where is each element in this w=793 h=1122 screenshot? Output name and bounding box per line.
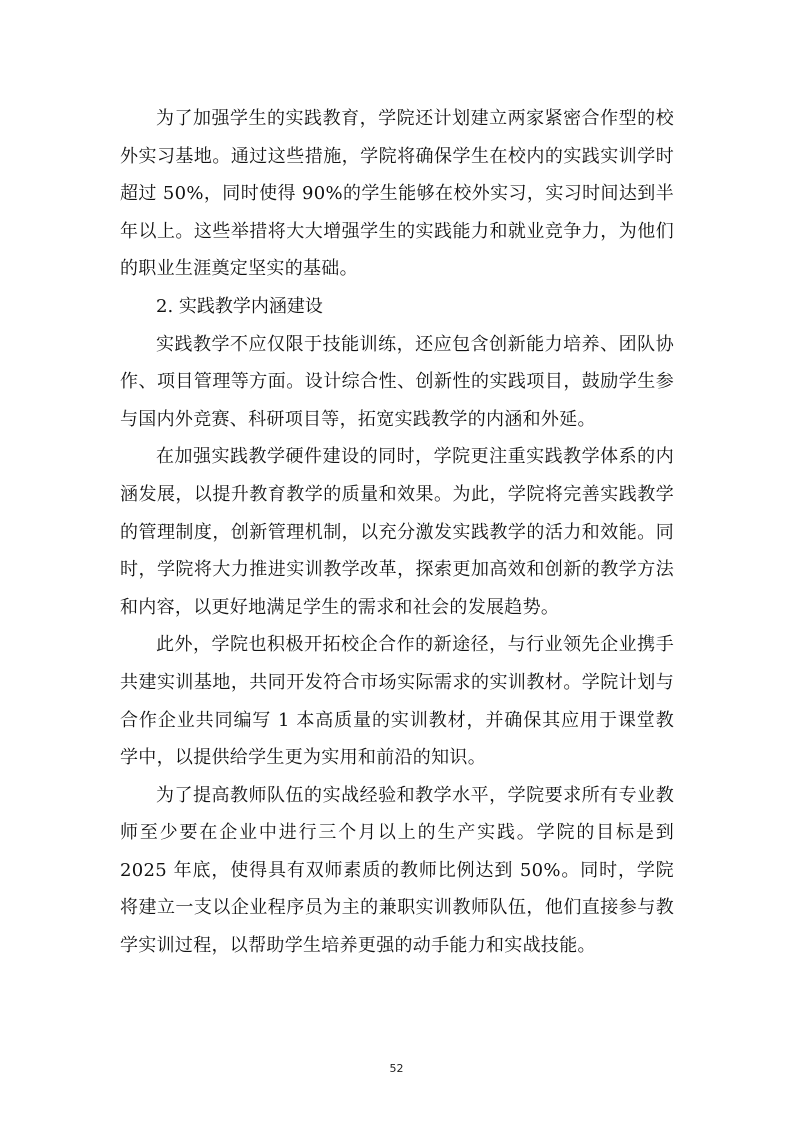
paragraph-system-development: 在加强实践教学硬件建设的同时，学院更注重实践教学体系的内涵发展，以提升教育教学的质量和效果。为此，学院将完善实践教学的管理制度，创新管理机制，以充分激发实践教学的活力和效能。同时，学院将大力推进实训教学改革，探索更加高效和创新的教学方法和内容，以更好地满足学生的需求和社会的发展趋势。 [120,446,674,618]
paragraph-school-enterprise: 此外，学院也积极开拓校企合作的新途径，与行业领先企业携手共建实训基地，共同开发符合市场实际需求的实训教材。学院计划与合作企业共同编写 1 本高质量的实训教材，并确保其应用于课堂教学中，以提供给学生更为实用和前沿的知识。 [120,634,674,769]
page-number: 52 [389,1062,404,1075]
page-body [120,100,674,965]
paragraph-teacher-team: 为了提高教师队伍的实战经验和教学水平，学院要求所有专业教师至少要在企业中进行三个月以上的生产实践。学院的目标是到 2025 年底，使得具有双师素质的教师比例达到 50%。同时，学院将建立一支以企业程序员为主的兼职实训教师队伍，他们直接参与教学实训过程，以帮助学生培养更强的动手能力和实战技能。 [120,784,674,957]
paragraph-practice-base: 为了加强学生的实践教育，学院还计划建立两家紧密合作型的校外实习基地。通过这些措施，学院将确保学生在校内的实践实训学时超过 50%，同时使得 90%的学生能够在校外实习，实习时间达到半年以上。这些举措将大大增强学生的实践能力和就业竞争力，为他们的职业生涯奠定坚实的基础。 [120,108,674,280]
paragraph-practice-content: 实践教学不应仅限于技能训练，还应包含创新能力培养、团队协作、项目管理等方面。设计综合性、创新性的实践项目，鼓励学生参与国内外竞赛、科研项目等，拓宽实践教学的内涵和外延。 [120,333,674,430]
section-heading: 2. 实践教学内涵建设 [156,295,323,317]
